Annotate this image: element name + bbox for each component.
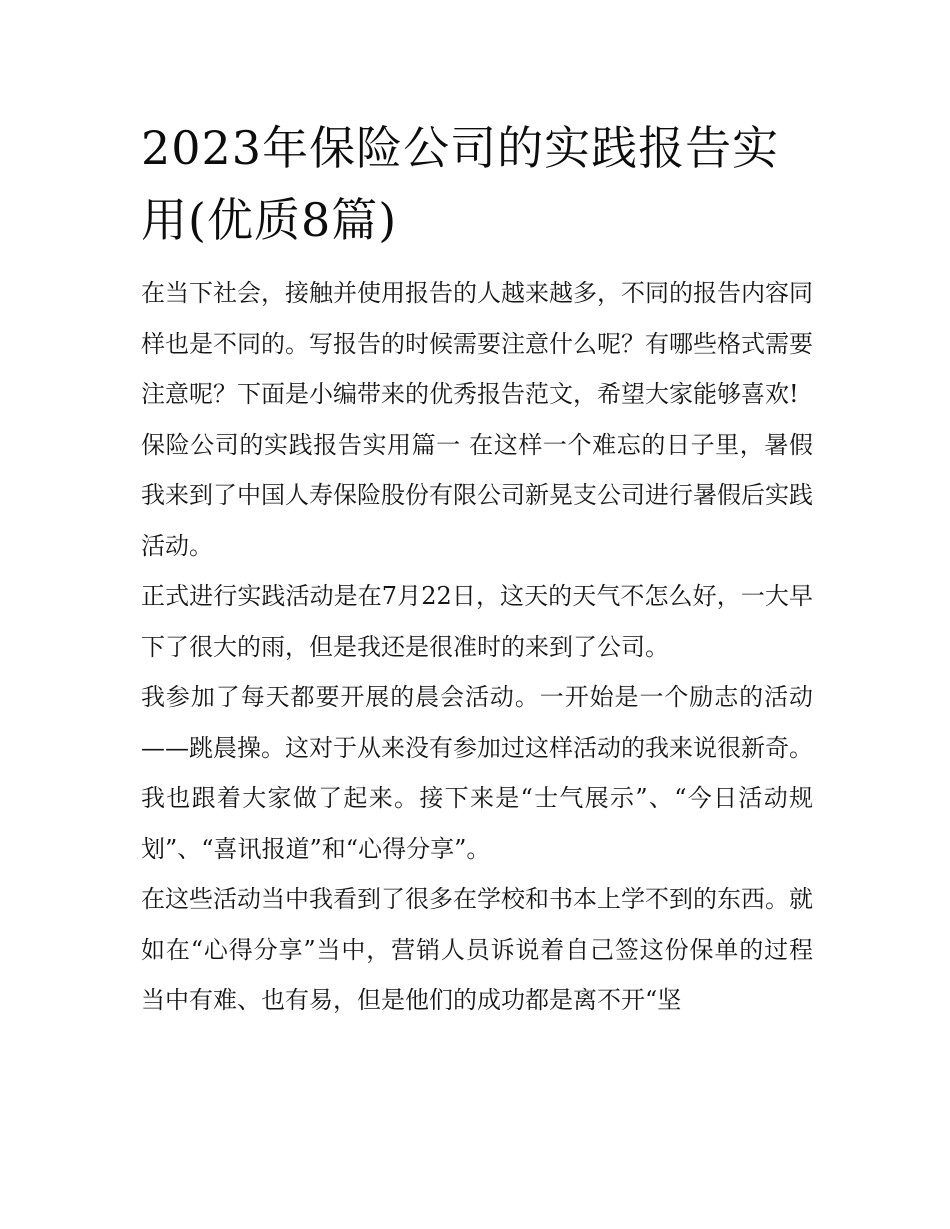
body-paragraph: 我参加了每天都要开展的晨会活动。一开始是一个励志的活动——跳晨操。这对于从来没有参加过这样活动的我来说很新奇。我也跟着大家做了起来。接下来是“士气展示”、“今日活动规划”、“喜讯报道”和“心得分享”。 bbox=[141, 683, 813, 863]
body-paragraph: 在这些活动当中我看到了很多在学校和书本上学不到的东西。就如在“心得分享”当中，营销人员诉说着自己签这份保单的过程当中有难、也有易，但是他们的成功都是离不开“坚 bbox=[141, 885, 813, 1014]
body-paragraph: 正式进行实践活动是在7月22日，这天的天气不怎么好，一大早下了很大的雨，但是我还是很准时的来到了公司。 bbox=[141, 582, 813, 661]
document-title: 2023年保险公司的实践报告实用(优质8篇) bbox=[141, 121, 780, 247]
document-body bbox=[141, 268, 813, 1026]
document-page bbox=[141, 112, 813, 1026]
body-paragraph: 保险公司的实践报告实用篇一 在这样一个难忘的日子里，暑假我来到了中国人寿保险股份有限公司新晃支公司进行暑假后实践活动。 bbox=[141, 430, 813, 560]
intro-paragraph: 在当下社会，接触并使用报告的人越来越多，不同的报告内容同样也是不同的。写报告的时候需要注意什么呢？有哪些格式需要注意呢？下面是小编带来的优秀报告范文，希望大家能够喜欢! bbox=[141, 279, 813, 408]
